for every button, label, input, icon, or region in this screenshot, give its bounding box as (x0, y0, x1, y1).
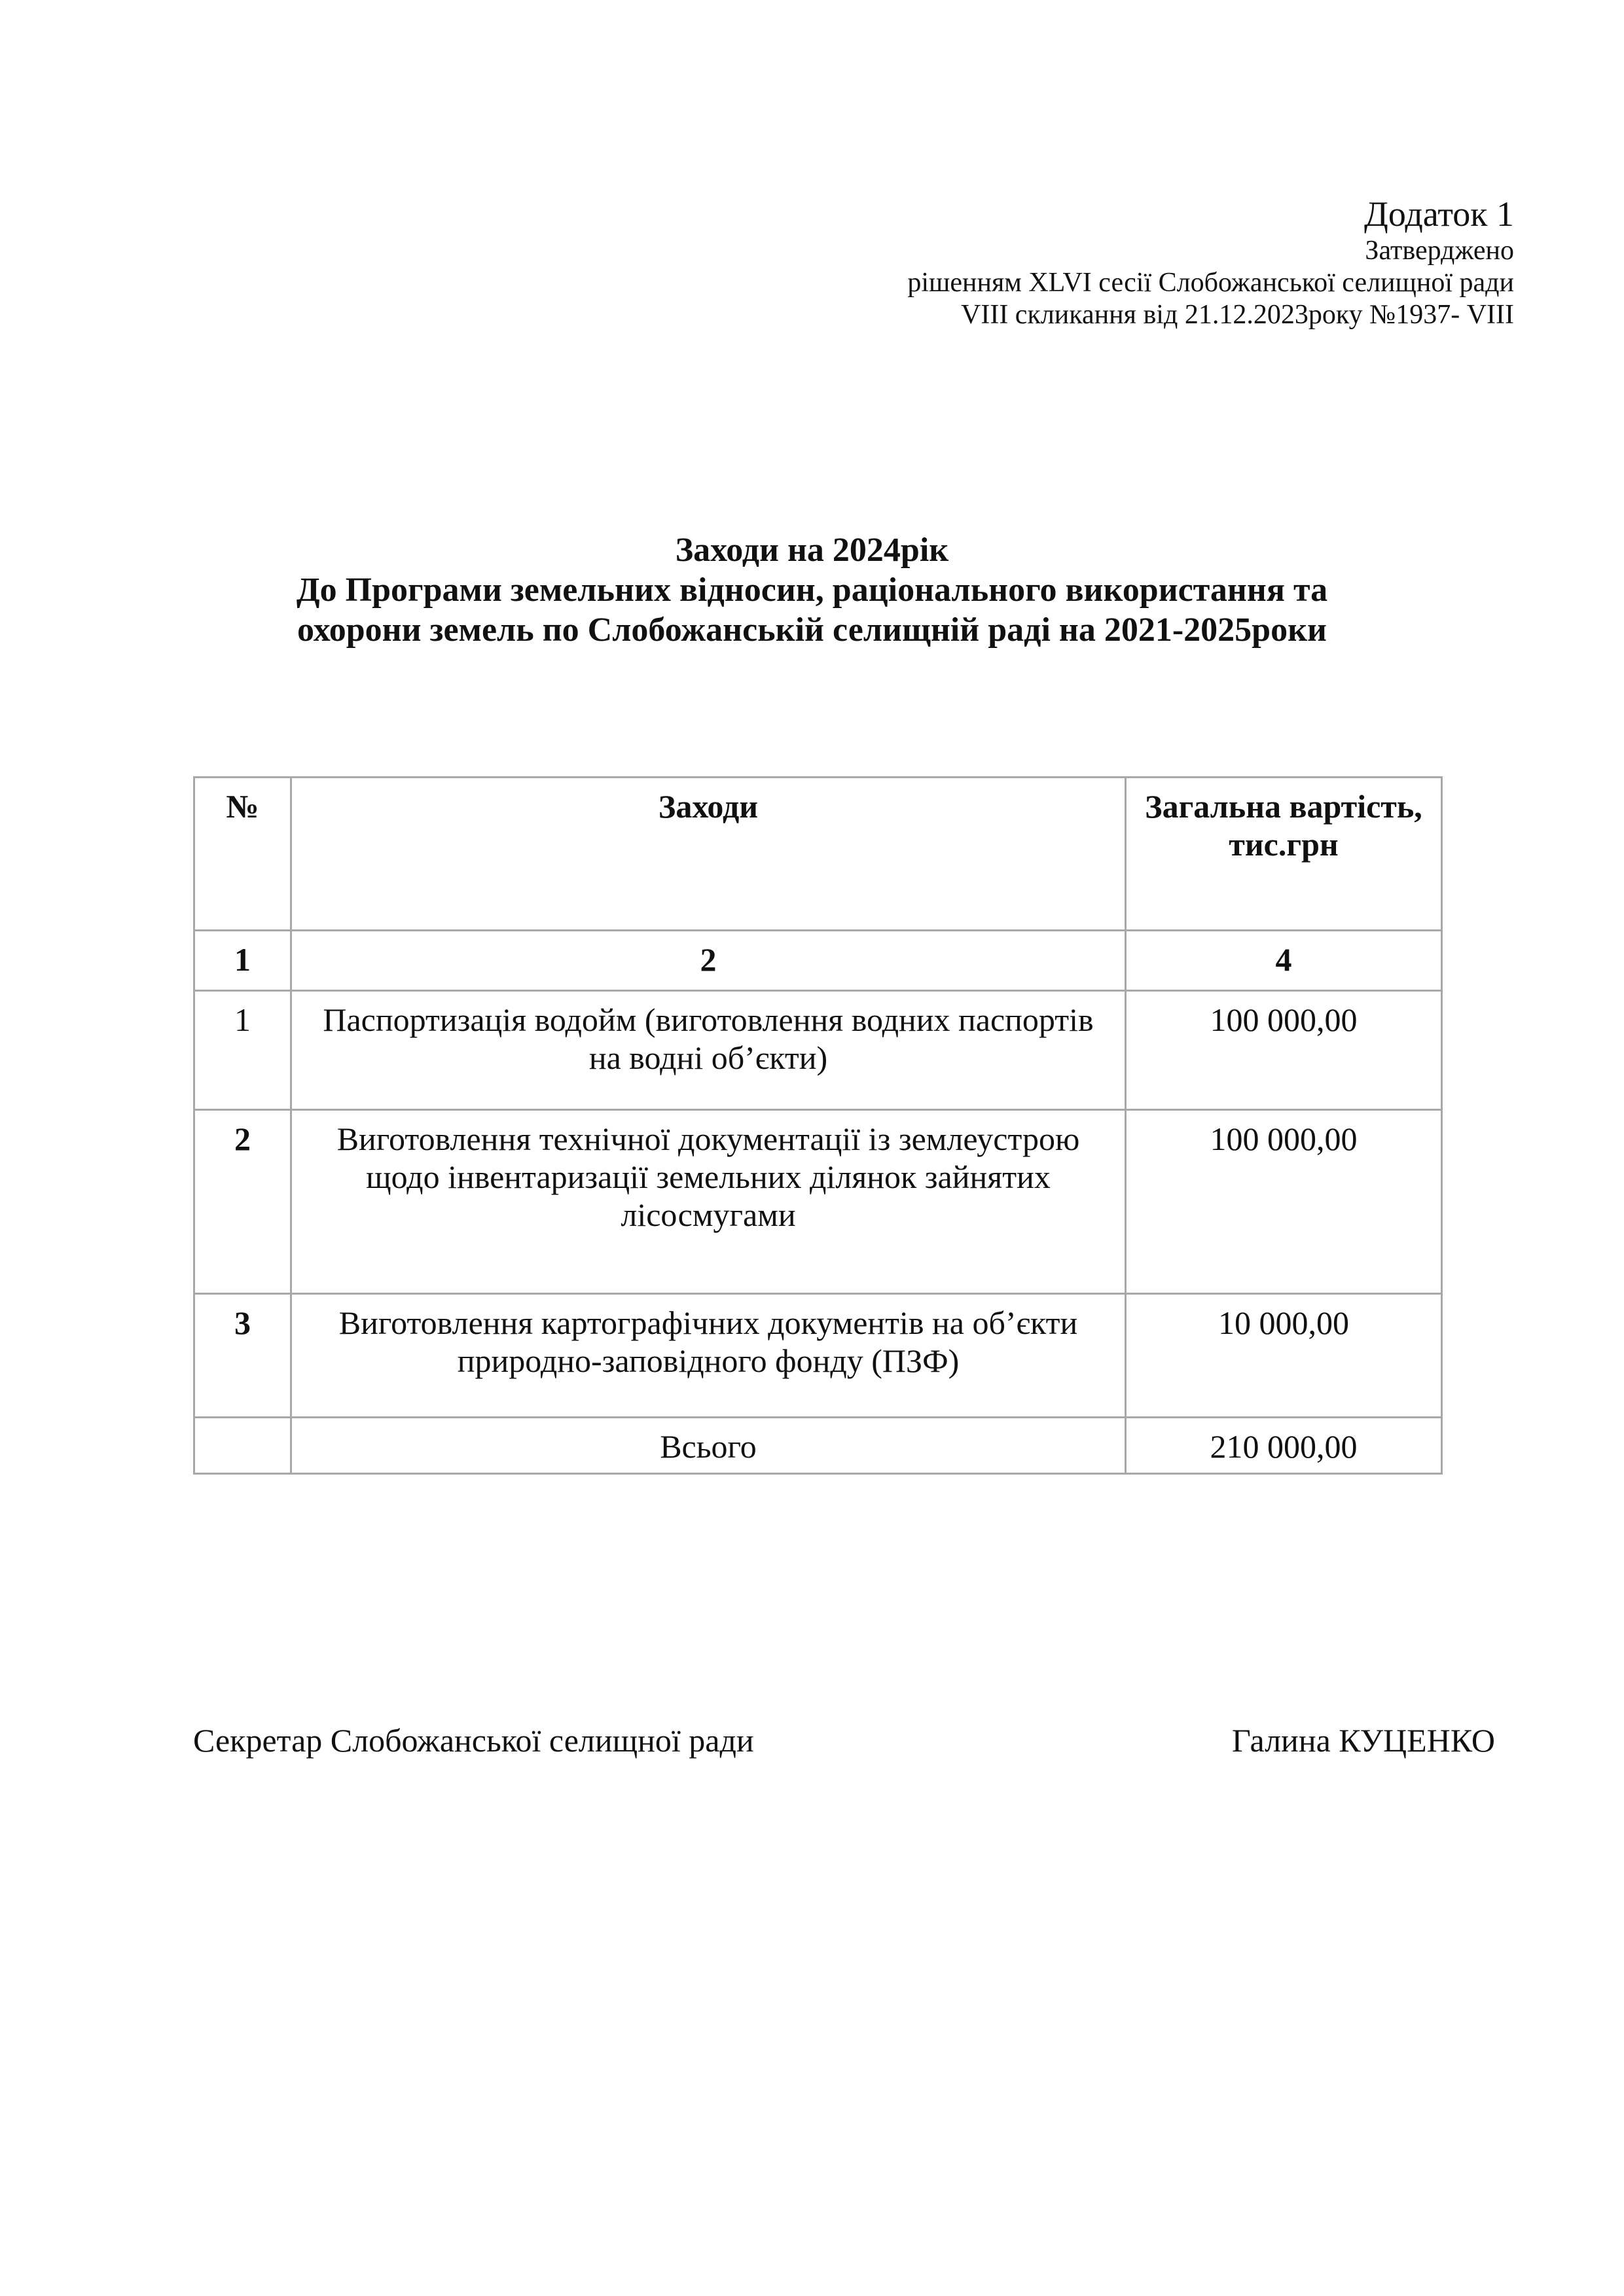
measures-table (193, 776, 1443, 1475)
column-numbers-row (194, 931, 1442, 991)
row-measure: Виготовлення картографічних документів на об’єкти природно-заповідного фонду (ПЗФ) (291, 1294, 1126, 1418)
row-cost: 100 000,00 (1126, 991, 1442, 1110)
header-cost: Загальна вартість, тис.грн (1126, 778, 1442, 931)
total-row (194, 1418, 1442, 1474)
signature-name: Галина КУЦЕНКО (1231, 1722, 1495, 1759)
header-measures: Заходи (291, 778, 1126, 931)
column-number-2: 2 (291, 931, 1126, 991)
row-number: 2 (194, 1110, 291, 1294)
total-empty-cell (194, 1418, 291, 1474)
title-line-1: Заходи на 2024рік (675, 531, 949, 569)
table-row (194, 1110, 1442, 1294)
title-line-2: До Програми земельних відносин, раціонального використання та (296, 571, 1328, 609)
table-row (194, 991, 1442, 1110)
row-number: 3 (194, 1294, 291, 1418)
table-row (194, 1294, 1442, 1418)
decision-line: рішенням XLVI сесії Слобожанської селищної ради (907, 268, 1514, 298)
convocation-line: VIII скликання від 21.12.2023року №1937- VIII (961, 300, 1514, 330)
signature-position: Секретар Слобожанської селищної ради (193, 1722, 754, 1759)
row-number: 1 (194, 991, 291, 1110)
total-value: 210 000,00 (1126, 1418, 1442, 1474)
row-measure: Виготовлення технічної документації із землеустрою щодо інвентаризації земельних ділянок зайнятих лісосмугами (291, 1110, 1126, 1294)
header-number: № (194, 778, 291, 931)
row-measure: Паспортизація водойм (виготовлення водних паспортів на водні об’єкти) (291, 991, 1126, 1110)
row-cost: 100 000,00 (1126, 1110, 1442, 1294)
total-label: Всього (291, 1418, 1126, 1474)
table-header-row (194, 778, 1442, 931)
column-number-1: 1 (194, 931, 291, 991)
column-number-4: 4 (1126, 931, 1442, 991)
title-line-3: охорони земель по Слобожанській селищній раді на 2021-2025роки (297, 611, 1327, 649)
approval-block (907, 193, 1514, 331)
document-title (0, 530, 1624, 650)
approved-label: Затверджено (1365, 236, 1514, 266)
appendix-label: Додаток 1 (1364, 194, 1514, 234)
row-cost: 10 000,00 (1126, 1294, 1442, 1418)
